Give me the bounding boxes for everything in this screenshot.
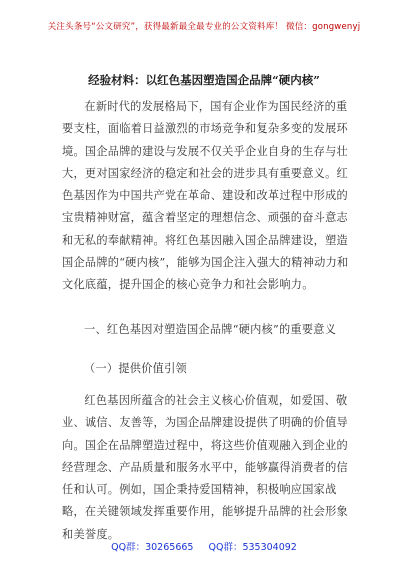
value-guidance-paragraph: 红色基因所蕴含的社会主义核心价值观，如爱国、敬业、诚信、友善等，为国企品牌建设提供了明确的价值导向。国企在品牌塑造过程中，将这些价值观融入到企业的经营理念、产品质量和服务水平中，能够赢得消费者的信任和认可。例如，国企秉持爱国精神，积极响应国家战略，在关键领域发挥重要作用，能够提升品牌的社会形象和美誉度。 [62, 394, 348, 541]
qq-group-2: QQ群：535304092 [208, 542, 297, 553]
section-heading: 一、红色基因对塑造国企品牌“硬内核”的重要意义 [84, 323, 337, 336]
promo-header: 关注头条号“公文研究”，获得最新最全最专业的公文资料库！ 微信：gongwenyj [47, 22, 361, 32]
subsection-heading: （一）提供价值引领 [84, 362, 187, 375]
intro-paragraph: 在新时代的发展格局下，国有企业作为国民经济的重要支柱，面临着日益激烈的市场竞争和复杂多变的发展环境。国企品牌的建设与发展不仅关乎企业自身的生存与壮大，更对国家经济的稳定和社会的进步具有重要意义。红色基因作为中国共产党在革命、建设和改革过程中形成的宝贵精神财富，蕴含着坚定的理想信念、顽强的奋斗意志和无私的奉献精神。将红色基因融入国企品牌建设，塑造国企品牌的“硬内核”，能够为国企注入强大的精神动力和文化底蕴，提升国企的核心竞争力和社会影响力。 [62, 100, 349, 292]
qq-group-1: QQ群：30265665 [111, 542, 194, 553]
footer-contacts [0, 539, 408, 553]
document-title: 经验材料：以红色基因塑造国企品牌“硬内核” [88, 73, 320, 87]
